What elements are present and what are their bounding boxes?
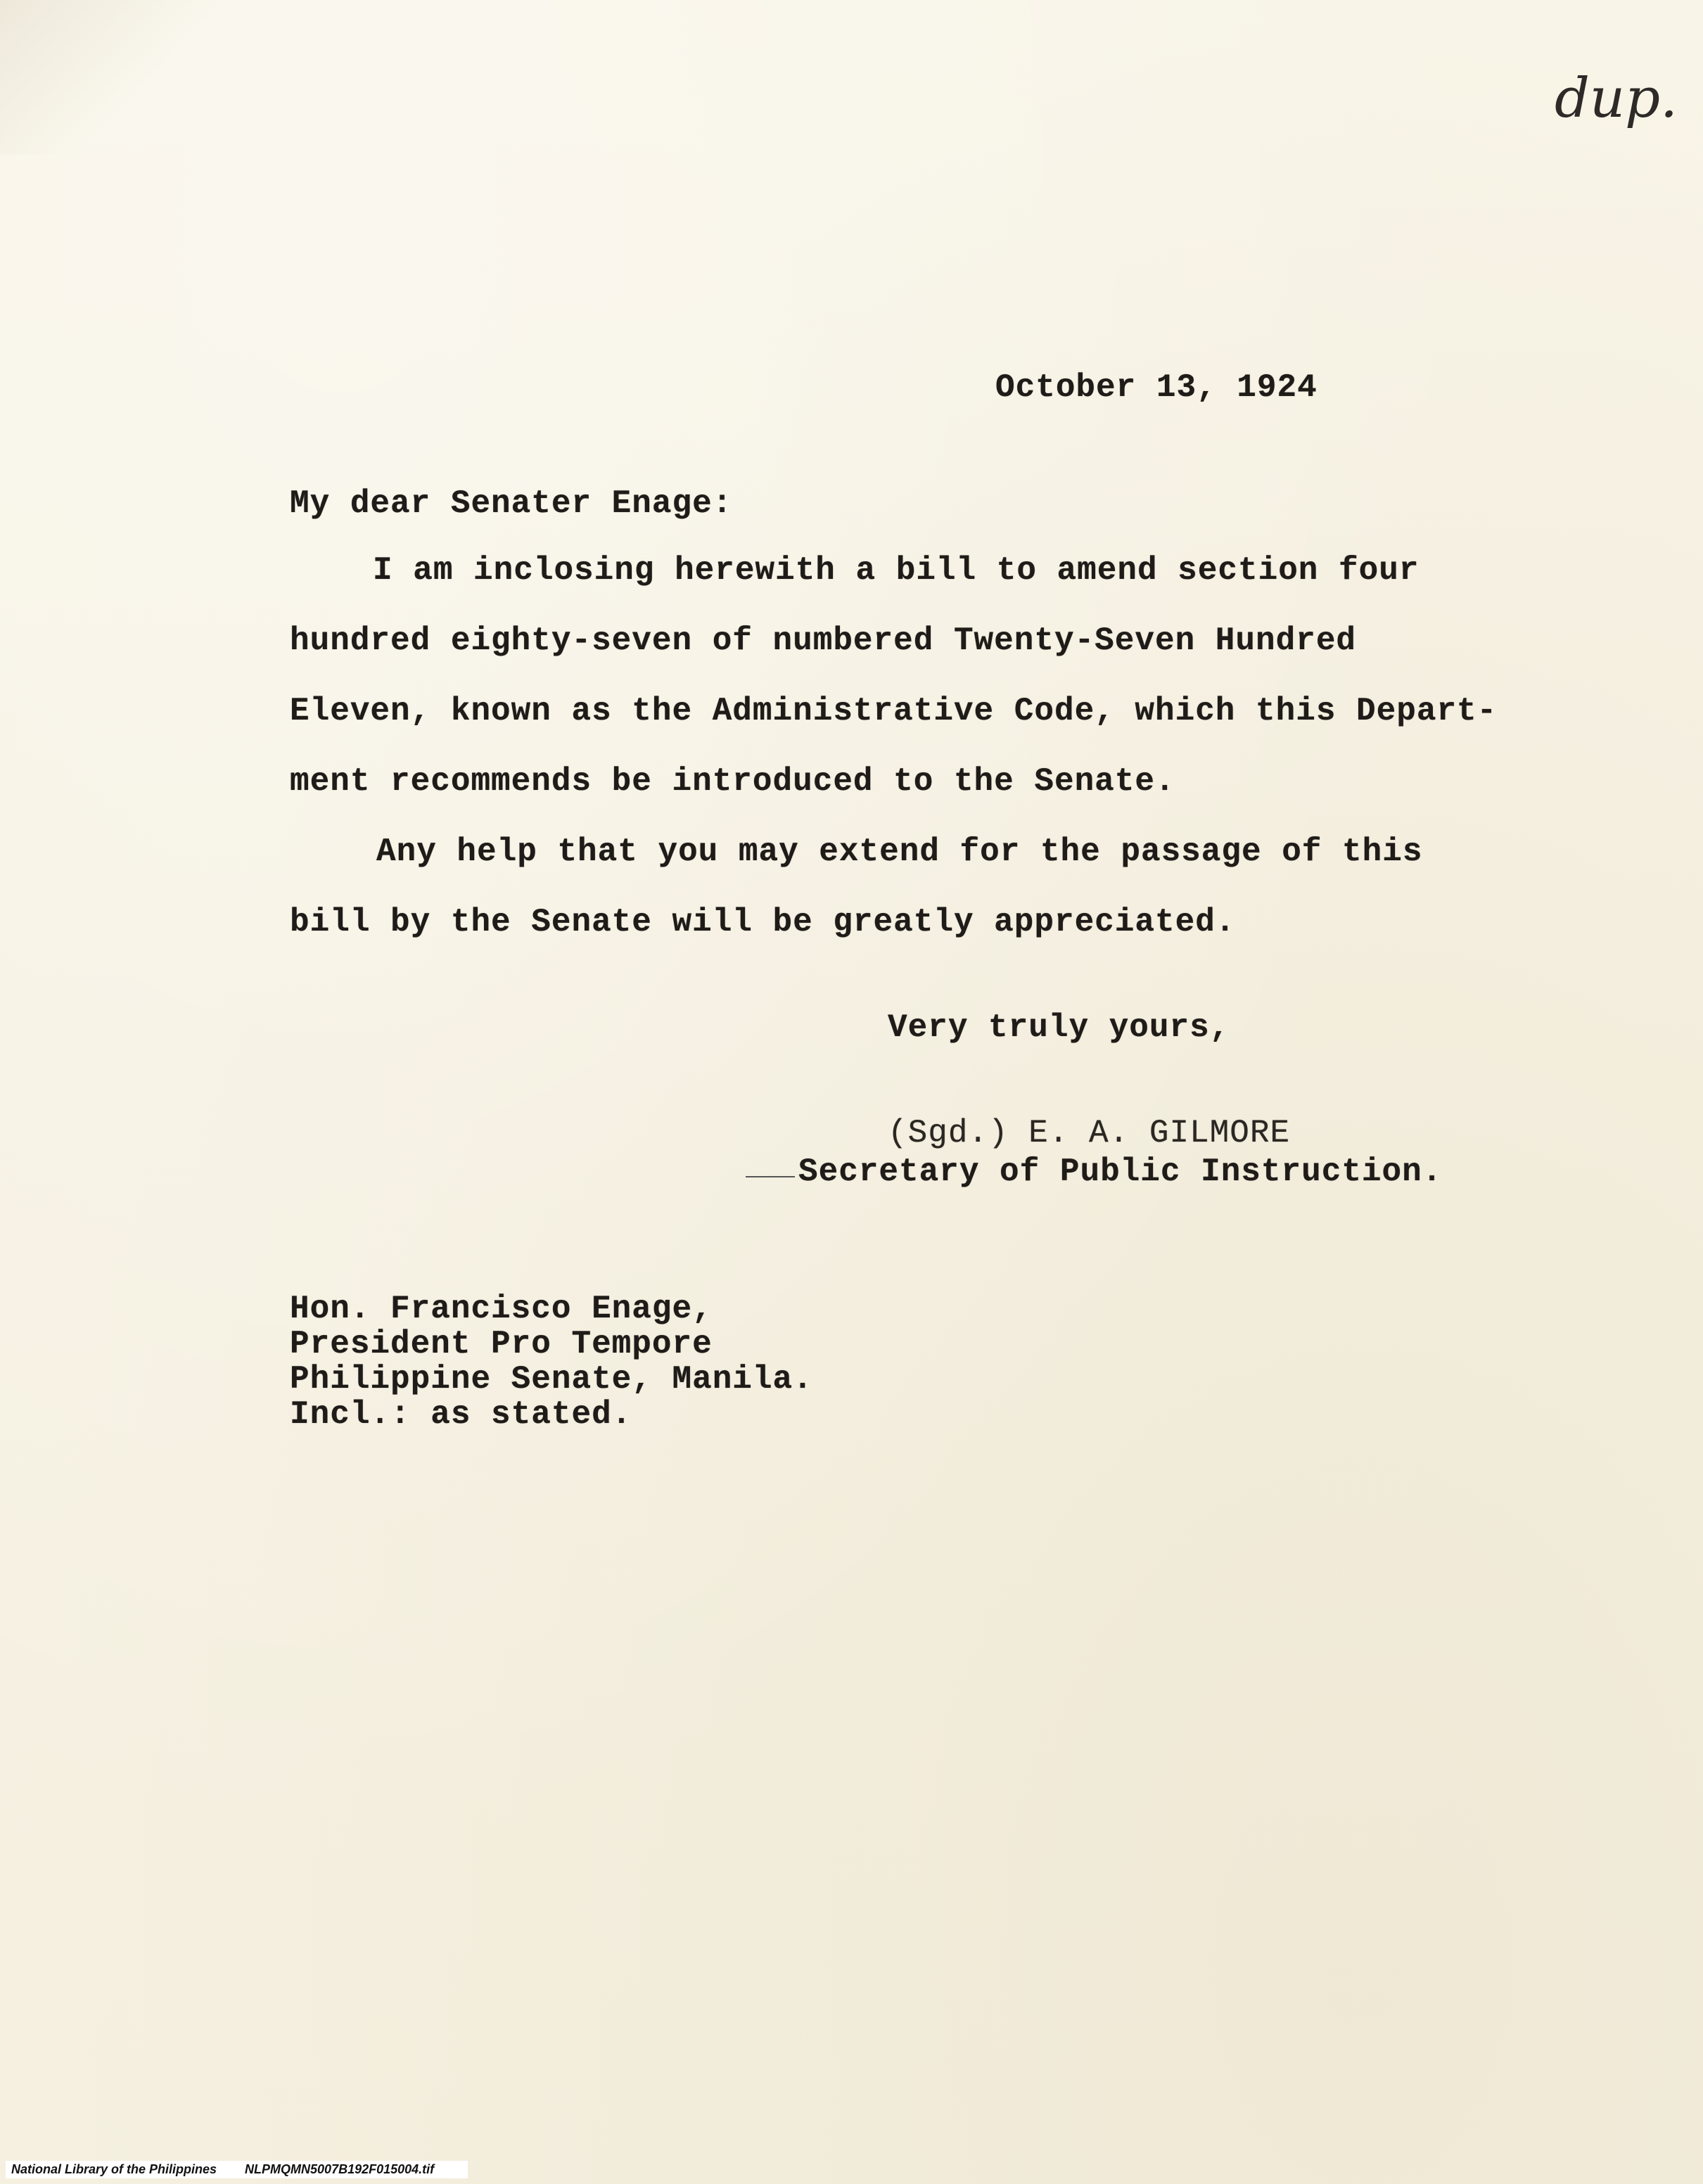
body-paragraph-2-line-1: Any help that you may extend for the passage of this (376, 834, 1423, 870)
body-paragraph-1-line-2: hundred eighty-seven of numbered Twenty-Seven Hundred (290, 622, 1357, 659)
signature-title: Secretary of Public Instruction. (798, 1154, 1443, 1190)
footer-file-id: NLPMQMN5007B192F015004.tif (245, 2162, 435, 2176)
recipient-line-2: President Pro Tempore (290, 1326, 713, 1362)
handwritten-annotation: dup. (1555, 67, 1678, 130)
footer-institution: National Library of the Philippines (11, 2162, 217, 2176)
archive-footer (6, 2161, 468, 2178)
letter-date: October 13, 1924 (995, 369, 1318, 406)
signature-dash (746, 1176, 795, 1177)
signature-name: (Sgd.) E. A. GILMORE (888, 1115, 1291, 1151)
closing: Very truly yours, (888, 1009, 1230, 1046)
body-paragraph-2-line-2: bill by the Senate will be greatly appreciated. (290, 904, 1236, 940)
body-paragraph-1-line-3: Eleven, known as the Administrative Code, which this Depart- (290, 693, 1498, 729)
body-paragraph-1-line-1: I am inclosing herewith a bill to amend section four (373, 552, 1420, 589)
recipient-line-1: Hon. Francisco Enage, (290, 1291, 713, 1327)
body-paragraph-1-line-4: ment recommends be introduced to the Senate. (290, 763, 1175, 800)
salutation: My dear Senater Enage: (290, 485, 733, 522)
recipient-line-3: Philippine Senate, Manila. (290, 1361, 813, 1398)
recipient-line-4: Incl.: as stated. (290, 1396, 632, 1433)
